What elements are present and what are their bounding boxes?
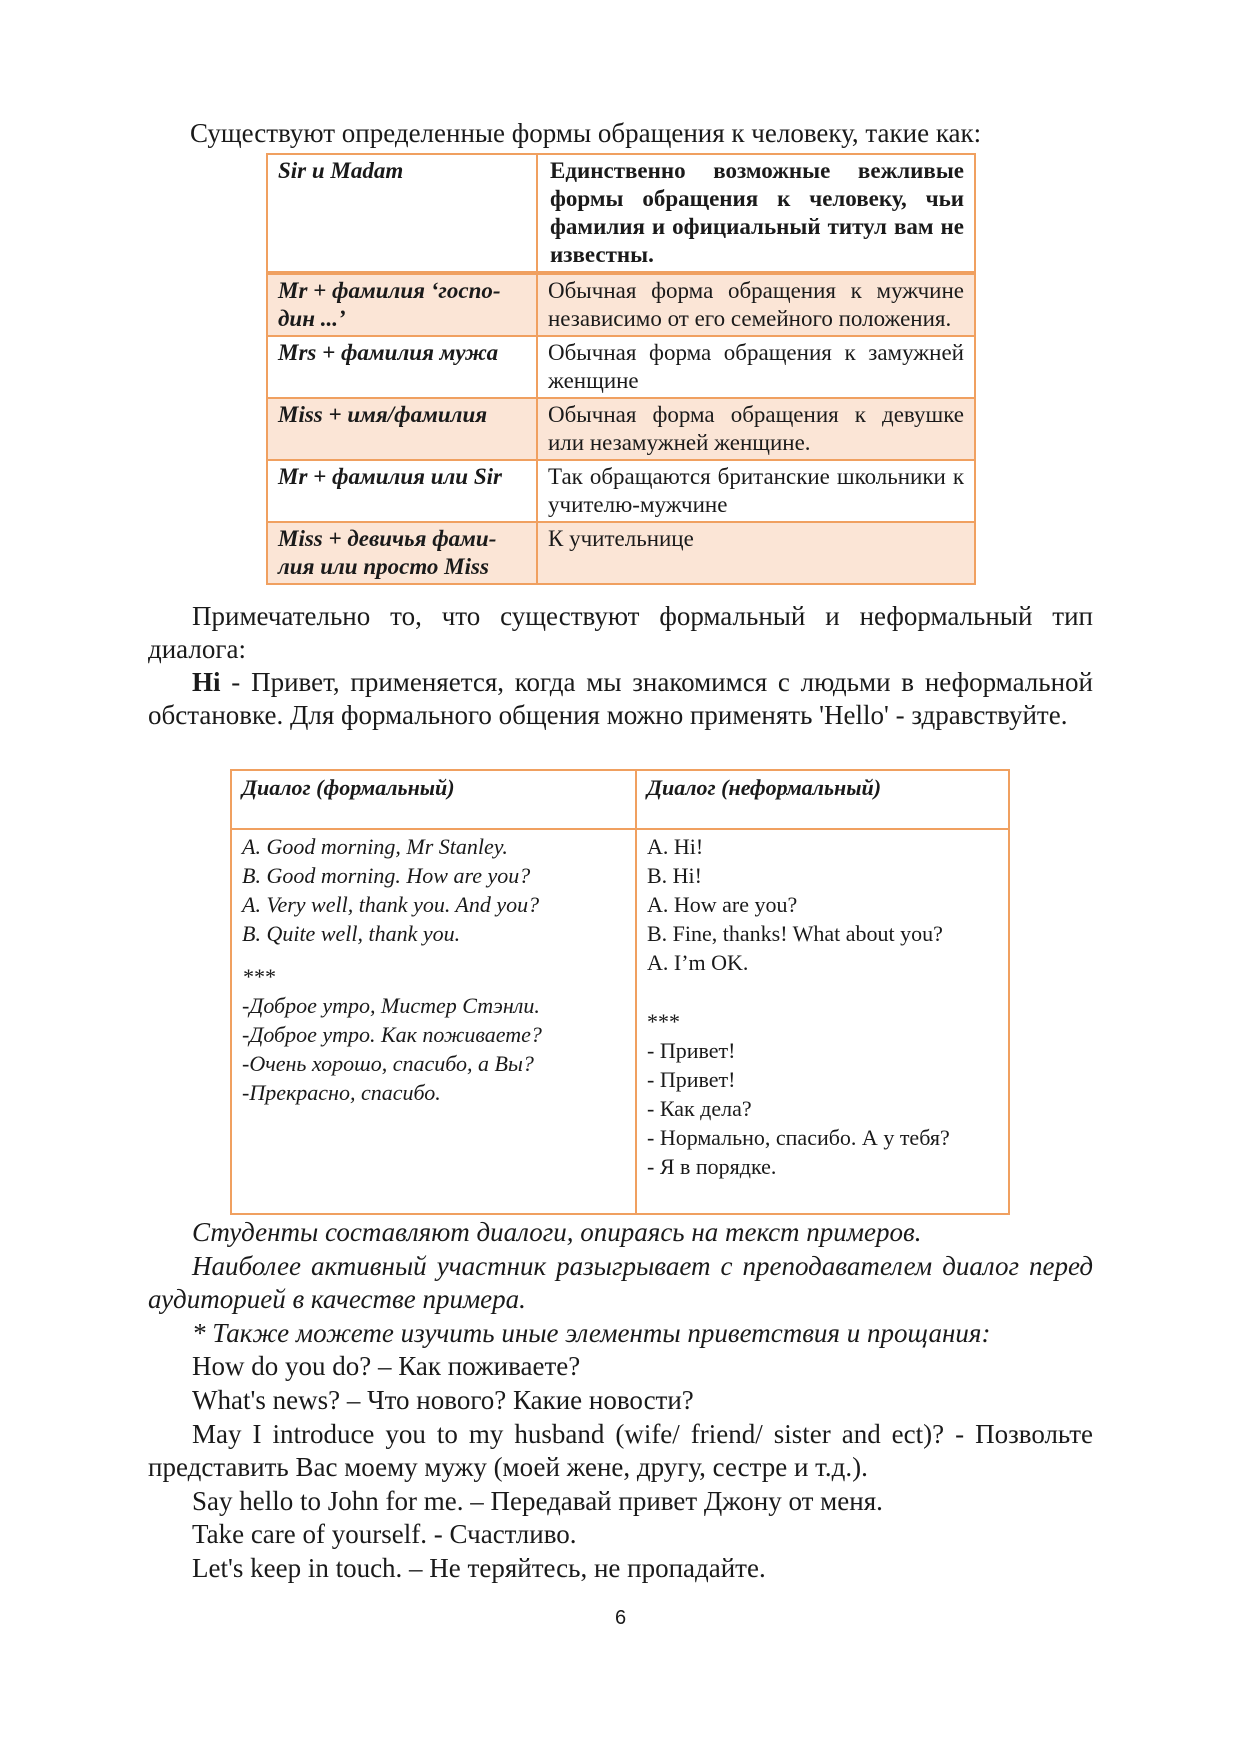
dialog-line: -Доброе утро, Мистер Стэнли. — [242, 993, 540, 1018]
address-forms-table — [266, 153, 976, 585]
dialog-line: - Привет! — [647, 1067, 736, 1092]
dialog-line: - Нормально, спасибо. А у тебя? — [647, 1125, 950, 1150]
phrase-line: May I introduce you to my husband (wife/ friend/ sister and ect)? - Позвольте представить Вас моему мужу (моей жене, другу, сестре и т.д.). — [148, 1418, 1093, 1483]
table-row — [231, 829, 1009, 1214]
followup-section — [148, 1216, 1093, 1586]
table-row — [267, 154, 975, 273]
paragraph-hi — [148, 666, 1093, 732]
form-term: Mr + фамилия или Sir — [267, 460, 537, 522]
hi-explanation: - Привет, применяется, когда мы знакомимся с людьми в неформальной обстановке. Для формального общения можно применять 'Hello' - здравствуйте. — [148, 667, 1093, 730]
phrase-line: Let's keep in touch. – Не теряйтесь, не пропадайте. — [192, 1552, 766, 1583]
phrase-line: Take care of yourself. - Счастливо. — [192, 1519, 577, 1550]
dialog-line: A. Hi! — [647, 834, 704, 859]
dialog-line: B. Hi! — [647, 863, 702, 888]
informal-header: Диалог (неформальный) — [636, 770, 1009, 829]
form-description: Единственно возможные вежливые формы обращения к человеку, чьи фамилия и официальный титул вам не известны. — [537, 154, 975, 273]
table-row — [267, 273, 975, 336]
dialog-table — [230, 769, 1010, 1215]
dialog-line: B. Good morning. How are you? — [242, 863, 531, 888]
informal-dialog-cell — [636, 829, 1009, 1214]
table-row — [267, 460, 975, 522]
dialog-line: -Очень хорошо, спасибо, а Вы? — [242, 1051, 534, 1076]
table-row — [267, 336, 975, 398]
form-term: Sir и Madam — [267, 154, 537, 273]
form-term: Mrs + фамилия мужа — [267, 336, 537, 398]
dialog-line: -Прекрасно, спасибо. — [242, 1080, 441, 1105]
hi-term: Hi — [192, 667, 221, 697]
dialog-line: A. I’m OK. — [647, 950, 749, 975]
table-row — [267, 522, 975, 584]
table-row — [267, 398, 975, 460]
formal-header: Диалог (формальный) — [231, 770, 636, 829]
phrase-line: Say hello to John for me. – Передавай привет Джону от меня. — [192, 1485, 883, 1516]
table-header-row — [231, 770, 1009, 829]
form-description: Обычная форма обращения к замужней женщине — [537, 336, 975, 398]
intro-text: Существуют определенные формы обращения к человеку, такие как: — [190, 118, 982, 148]
dialog-line: - Как дела? — [647, 1096, 752, 1121]
dialog-line: A. How are you? — [647, 892, 798, 917]
phrase-line: How do you do? – Как поживаете? — [192, 1351, 581, 1382]
paragraph-dialog-types: Примечательно то, что существуют формальный и неформальный тип диалога: — [148, 601, 1093, 664]
task-line: * Также можете изучить иные элементы приветствия и прощания: — [192, 1317, 991, 1348]
form-term: Miss + имя/фамилия — [267, 398, 537, 460]
dialog-line: - Я в порядке. — [647, 1154, 777, 1179]
dialog-separator: *** — [647, 1009, 680, 1034]
form-term: Miss + девичья фами-лия или просто Miss — [267, 522, 537, 584]
form-term: Mr + фамилия ‘госпо-дин ...’ — [267, 273, 537, 336]
task-line: Наиболее активный участник разыгрывает с преподавателем диалог перед аудиторией в качестве примера. — [148, 1250, 1093, 1315]
form-description: Обычная форма обращения к девушке или незамужней женщине. — [537, 398, 975, 460]
dialog-line: A. Good morning, Mr Stanley. — [242, 834, 508, 859]
dialog-line: A. Very well, thank you. And you? — [242, 892, 540, 917]
dialog-separator: *** — [242, 964, 275, 989]
phrase-line: What's news? – Что нового? Какие новости? — [192, 1384, 694, 1415]
page-number: 6 — [614, 1607, 627, 1629]
form-description: Обычная форма обращения к мужчине независимо от его семейного положения. — [537, 273, 975, 336]
form-description: К учительнице — [537, 522, 975, 584]
dialog-line: - Привет! — [647, 1038, 736, 1063]
form-description: Так обращаются британские школьники к учителю-мужчине — [537, 460, 975, 522]
task-line: Студенты составляют диалоги, опираясь на текст примеров. — [192, 1217, 922, 1247]
dialog-line: B. Quite well, thank you. — [242, 921, 461, 946]
formal-dialog-cell — [231, 829, 636, 1214]
dialog-line: B. Fine, thanks! What about you? — [647, 921, 943, 946]
dialog-line: -Доброе утро. Как поживаете? — [242, 1022, 542, 1047]
